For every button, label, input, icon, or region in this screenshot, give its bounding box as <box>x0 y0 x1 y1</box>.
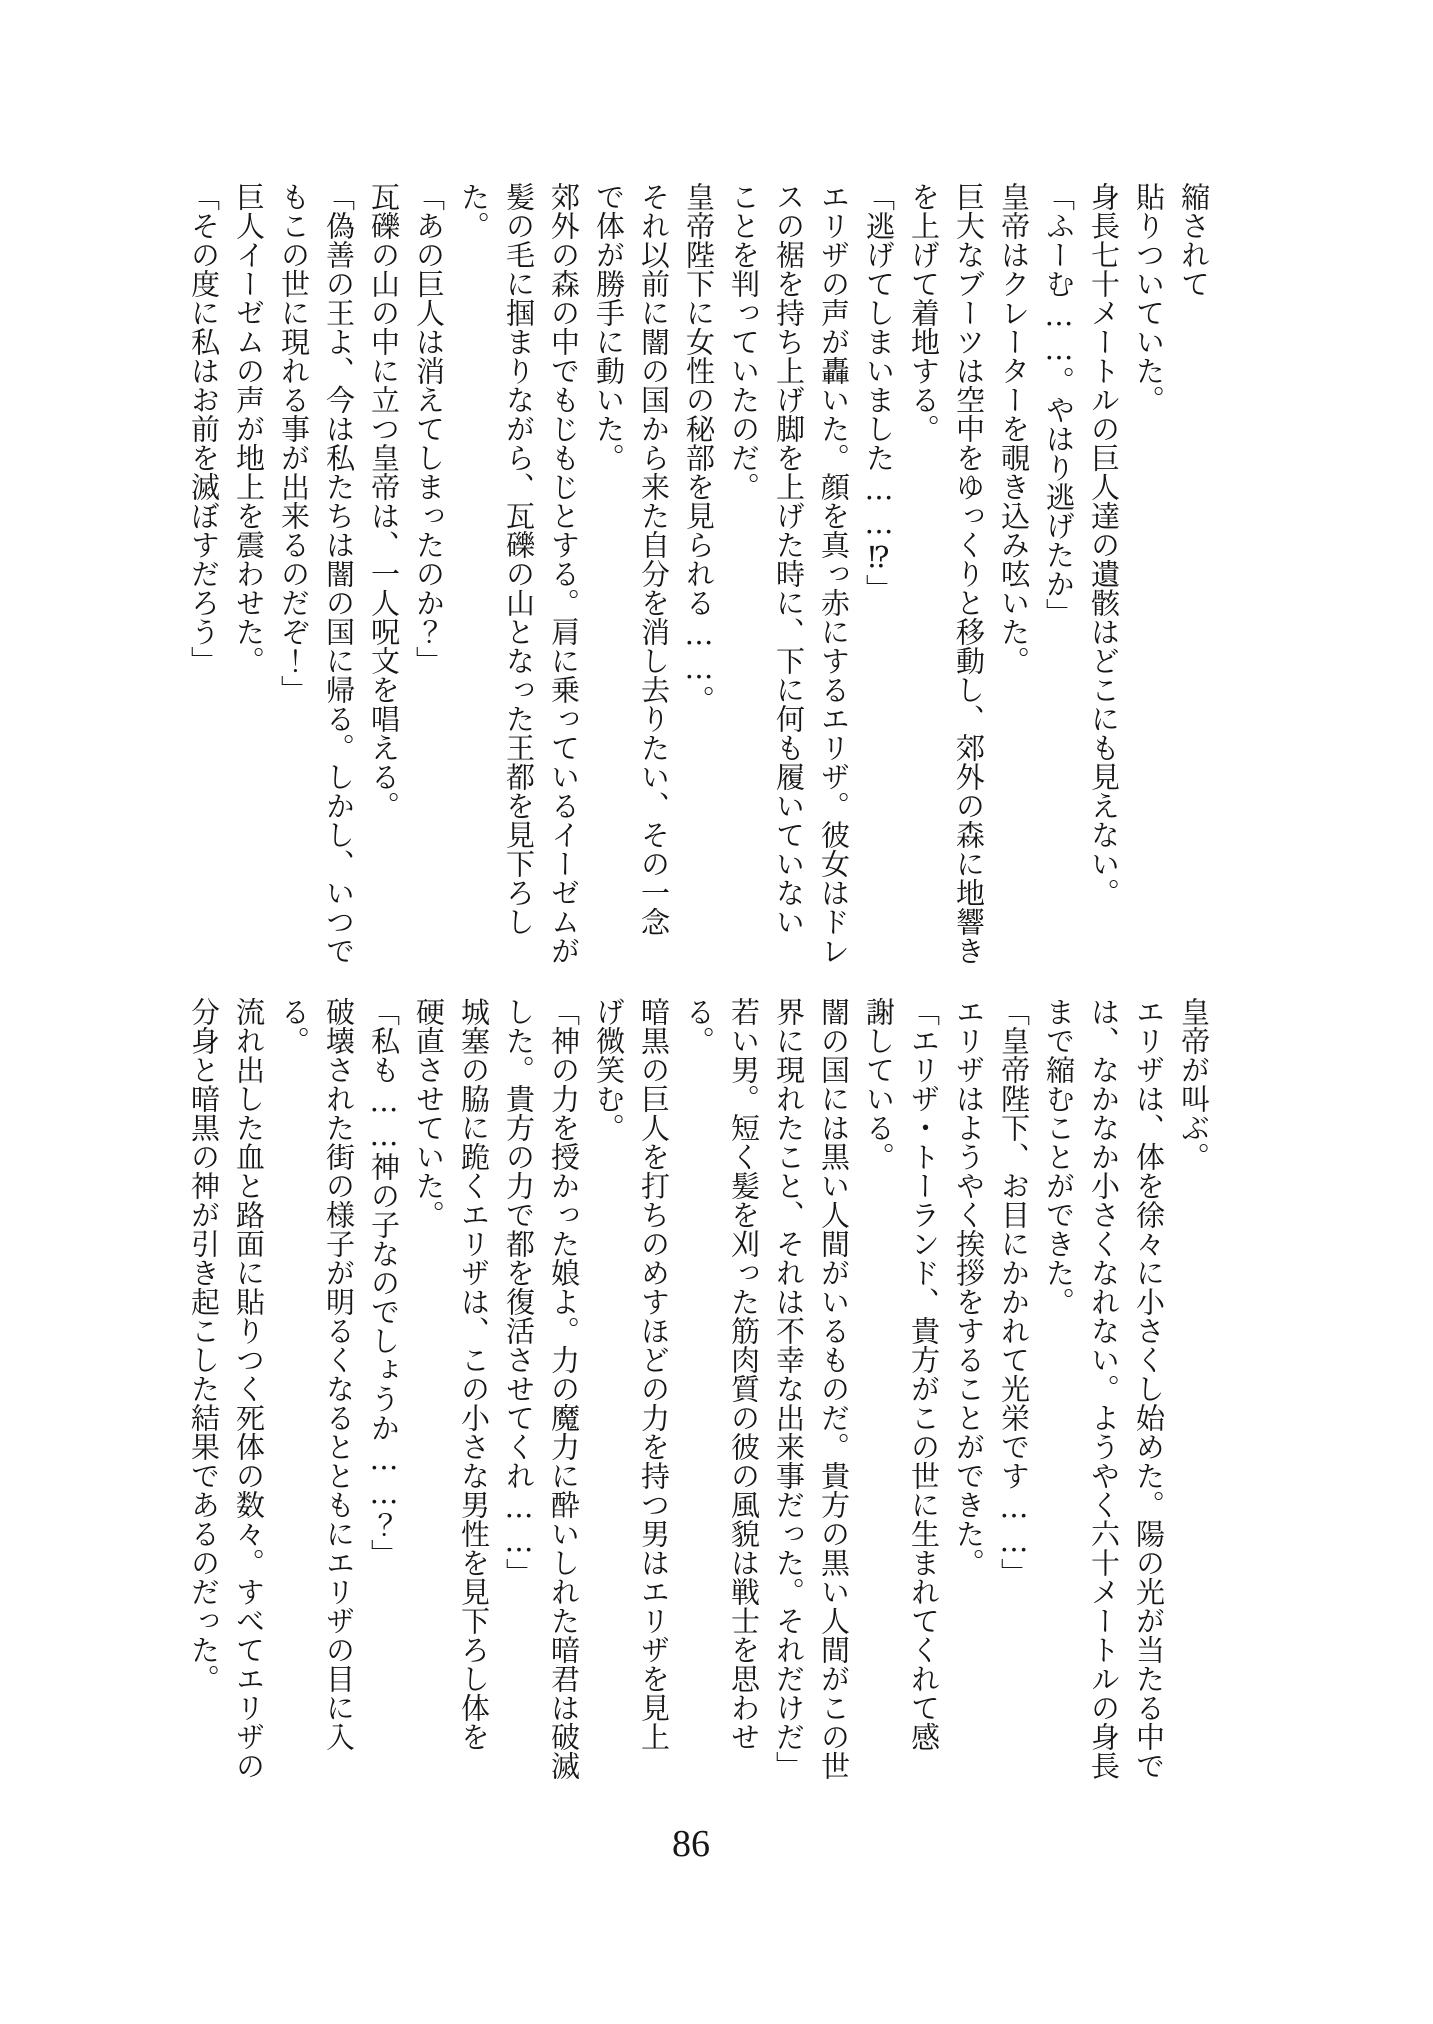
text-line: 身長七十メートルの巨人達の遺骸はどこにも見えない。 <box>1087 182 1121 907</box>
text-line: 巨人イーゼムの声が地上を震わせた。 <box>232 182 266 675</box>
text-line: る。 <box>682 997 716 1055</box>
text-line: 「その度に私はお前を滅ぼすだろう」 <box>187 182 221 675</box>
text-line: 謝している。 <box>862 997 896 1171</box>
page-number: 86 <box>672 1823 710 1865</box>
text-block-top <box>181 182 1216 965</box>
text-line: 暗黒の巨人を打ちのめすほどの力を持つ男はエリザを見上 <box>637 997 671 1751</box>
text-line: 「ふーむ……。やはり逃げたか」 <box>1042 182 1076 627</box>
text-line: 破壊された街の様子が明るくなるとともにエリザの目に入 <box>322 997 356 1751</box>
text-line: まで縮むことができた。 <box>1042 997 1076 1316</box>
text-line: それ以前に闇の国から来た自分を消し去りたい、その一念 <box>637 182 671 936</box>
text-line: 巨大なブーツは空中をゆっくりと移動し、郊外の森に地響き <box>952 182 986 965</box>
text-line: ことを判っていたのだ。 <box>727 182 761 501</box>
text-line: 分身と暗黒の神が引き起こした結果であるのだった。 <box>187 997 221 1693</box>
text-line: 「逃げてしまいました……⁉」 <box>862 182 896 603</box>
text-line: 皇帝陛下に女性の秘部を見られる……。 <box>682 182 716 714</box>
text-line: 若い男。短く髪を刈った筋肉質の彼の風貌は戦士を思わせ <box>727 997 761 1751</box>
text-line: は、なかなか小さくなれない。ようやく六十メートルの身長 <box>1087 997 1121 1780</box>
text-line: エリザは、体を徐々に小さくし始めた。陽の光が当たる中で <box>1132 997 1166 1780</box>
text-line: 貼りついていた。 <box>1132 182 1166 414</box>
text-line: 「あの巨人は消えてしまったのか？」 <box>412 182 446 675</box>
text-line: 硬直させていた。 <box>412 997 446 1229</box>
text-line: スの裾を持ち上げ脚を上げた時に、下に何も履いていない <box>772 182 806 936</box>
text-line: 郊外の森の中でもじもじとする。肩に乗っているイーゼムが <box>547 182 581 965</box>
text-line: 瓦礫の山の中に立つ皇帝は、一人呪文を唱える。 <box>367 182 401 820</box>
text-line: もこの世に現れる事が出来るのだぞ！」 <box>277 182 311 704</box>
text-line: エリザの声が轟いた。顔を真っ赤にするエリザ。彼女はドレ <box>817 182 851 965</box>
text-block-bottom <box>181 997 1216 1780</box>
text-line: 「神の力を授かった娘よ。力の魔力に酔いしれた暗君は破滅 <box>547 997 581 1780</box>
text-line: 界に現れたこと、それは不幸な出来事だった。それだけだ」 <box>772 997 806 1780</box>
text-line: エリザはようやく挨拶をすることができた。 <box>952 997 986 1577</box>
text-line: で体が勝手に動いた。 <box>592 182 626 472</box>
text-line: 流れ出した血と路面に貼りつく死体の数々。すべてエリザの <box>232 997 266 1780</box>
text-line: 縮されて <box>1177 182 1211 298</box>
text-line: 皇帝はクレーターを覗き込み呟いた。 <box>997 182 1031 675</box>
text-line: 闇の国には黒い人間がいるものだ。貴方の黒い人間がこの世 <box>817 997 851 1780</box>
text-line: 皇帝が叫ぶ。 <box>1177 997 1211 1171</box>
text-line: た。 <box>457 182 491 240</box>
text-line: る。 <box>277 997 311 1055</box>
text-line: を上げて着地する。 <box>907 182 941 443</box>
text-line: 「偽善の王よ、今は私たちは闇の国に帰る。しかし、いつで <box>322 182 356 965</box>
text-line: した。貴方の力で都を復活させてくれ……」 <box>502 997 536 1587</box>
text-line: 髪の毛に掴まりながら、瓦礫の山となった王都を見下ろし <box>502 182 536 936</box>
text-line: 「皇帝陛下、お目にかかれて光栄です……」 <box>997 997 1031 1587</box>
text-line: 「エリザ・トーランド、貴方がこの世に生まれてくれて感 <box>907 997 941 1751</box>
text-line: 「私も……神の子なのでしょうか……？」 <box>367 997 401 1568</box>
text-line: 城塞の脇に跪くエリザは、この小さな男性を見下ろし体を <box>457 997 491 1751</box>
text-line: げ微笑む。 <box>592 997 626 1142</box>
